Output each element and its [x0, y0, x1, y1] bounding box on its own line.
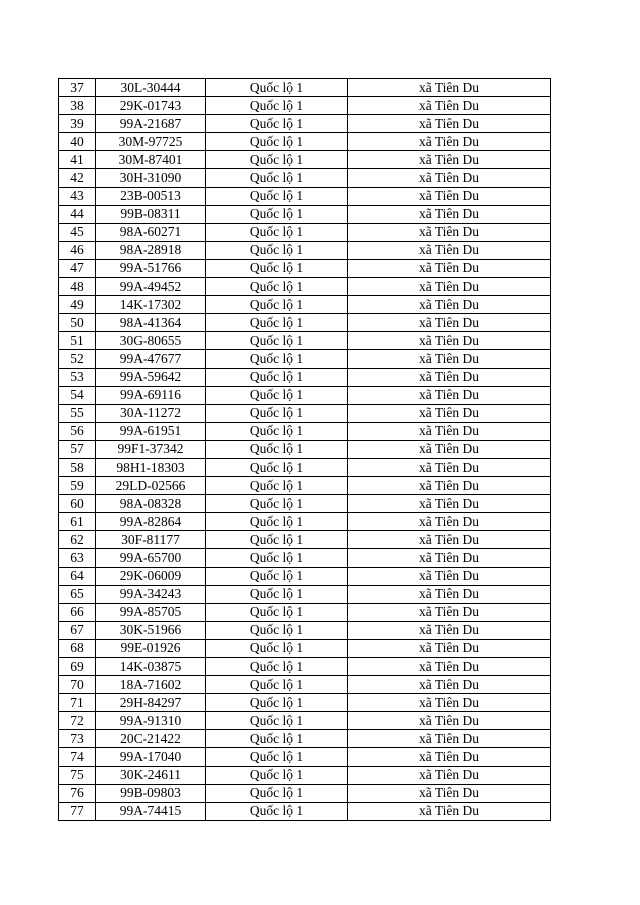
table-row	[59, 567, 551, 585]
table-row	[59, 495, 551, 513]
table-row	[59, 603, 551, 621]
table-row	[59, 205, 551, 223]
license-plate-cell: 99A-47677	[96, 350, 206, 368]
row-number-cell: 71	[59, 694, 96, 712]
license-plate-cell: 99A-17040	[96, 748, 206, 766]
table-row	[59, 332, 551, 350]
location-cell: xã Tiên Du	[348, 477, 551, 495]
road-cell: Quốc lộ 1	[206, 784, 348, 802]
row-number-cell: 75	[59, 766, 96, 784]
table-row	[59, 151, 551, 169]
road-cell: Quốc lộ 1	[206, 748, 348, 766]
road-cell: Quốc lộ 1	[206, 603, 348, 621]
location-cell: xã Tiên Du	[348, 169, 551, 187]
location-cell: xã Tiên Du	[348, 79, 551, 97]
location-cell: xã Tiên Du	[348, 314, 551, 332]
road-cell: Quốc lộ 1	[206, 79, 348, 97]
table-row	[59, 241, 551, 259]
row-number-cell: 54	[59, 386, 96, 404]
row-number-cell: 39	[59, 115, 96, 133]
license-plate-cell: 14K-17302	[96, 296, 206, 314]
road-cell: Quốc lộ 1	[206, 549, 348, 567]
location-cell: xã Tiên Du	[348, 712, 551, 730]
table-row	[59, 694, 551, 712]
road-cell: Quốc lộ 1	[206, 169, 348, 187]
road-cell: Quốc lộ 1	[206, 350, 348, 368]
table-body	[59, 79, 551, 821]
table-row	[59, 133, 551, 151]
row-number-cell: 56	[59, 422, 96, 440]
road-cell: Quốc lộ 1	[206, 296, 348, 314]
row-number-cell: 52	[59, 350, 96, 368]
row-number-cell: 50	[59, 314, 96, 332]
row-number-cell: 77	[59, 802, 96, 820]
table-row	[59, 386, 551, 404]
location-cell: xã Tiên Du	[348, 151, 551, 169]
location-cell: xã Tiên Du	[348, 567, 551, 585]
location-cell: xã Tiên Du	[348, 115, 551, 133]
row-number-cell: 73	[59, 730, 96, 748]
road-cell: Quốc lộ 1	[206, 513, 348, 531]
table-row	[59, 712, 551, 730]
road-cell: Quốc lộ 1	[206, 115, 348, 133]
location-cell: xã Tiên Du	[348, 603, 551, 621]
location-cell: xã Tiên Du	[348, 133, 551, 151]
row-number-cell: 48	[59, 278, 96, 296]
table-row	[59, 404, 551, 422]
license-plate-cell: 30H-31090	[96, 169, 206, 187]
table-row	[59, 531, 551, 549]
location-cell: xã Tiên Du	[348, 639, 551, 657]
row-number-cell: 55	[59, 404, 96, 422]
row-number-cell: 74	[59, 748, 96, 766]
table-row	[59, 676, 551, 694]
license-plate-cell: 98A-08328	[96, 495, 206, 513]
location-cell: xã Tiên Du	[348, 458, 551, 476]
table-row	[59, 802, 551, 820]
location-cell: xã Tiên Du	[348, 621, 551, 639]
location-cell: xã Tiên Du	[348, 658, 551, 676]
row-number-cell: 64	[59, 567, 96, 585]
table-row	[59, 259, 551, 277]
row-number-cell: 45	[59, 223, 96, 241]
license-plate-cell: 30M-97725	[96, 133, 206, 151]
road-cell: Quốc lộ 1	[206, 585, 348, 603]
location-cell: xã Tiên Du	[348, 350, 551, 368]
row-number-cell: 69	[59, 658, 96, 676]
road-cell: Quốc lộ 1	[206, 241, 348, 259]
location-cell: xã Tiên Du	[348, 531, 551, 549]
road-cell: Quốc lộ 1	[206, 802, 348, 820]
location-cell: xã Tiên Du	[348, 495, 551, 513]
row-number-cell: 60	[59, 495, 96, 513]
row-number-cell: 63	[59, 549, 96, 567]
location-cell: xã Tiên Du	[348, 223, 551, 241]
license-plate-cell: 29LD-02566	[96, 477, 206, 495]
row-number-cell: 72	[59, 712, 96, 730]
location-cell: xã Tiên Du	[348, 97, 551, 115]
license-plate-cell: 99A-59642	[96, 368, 206, 386]
row-number-cell: 57	[59, 440, 96, 458]
location-cell: xã Tiên Du	[348, 802, 551, 820]
location-cell: xã Tiên Du	[348, 259, 551, 277]
table-row	[59, 314, 551, 332]
road-cell: Quốc lộ 1	[206, 133, 348, 151]
location-cell: xã Tiên Du	[348, 332, 551, 350]
table-row	[59, 585, 551, 603]
row-number-cell: 43	[59, 187, 96, 205]
license-plate-cell: 98A-60271	[96, 223, 206, 241]
road-cell: Quốc lộ 1	[206, 477, 348, 495]
road-cell: Quốc lộ 1	[206, 386, 348, 404]
license-plate-cell: 30M-87401	[96, 151, 206, 169]
location-cell: xã Tiên Du	[348, 278, 551, 296]
row-number-cell: 51	[59, 332, 96, 350]
road-cell: Quốc lộ 1	[206, 187, 348, 205]
road-cell: Quốc lộ 1	[206, 658, 348, 676]
road-cell: Quốc lộ 1	[206, 332, 348, 350]
row-number-cell: 47	[59, 259, 96, 277]
license-plate-cell: 30F-81177	[96, 531, 206, 549]
location-cell: xã Tiên Du	[348, 404, 551, 422]
row-number-cell: 66	[59, 603, 96, 621]
row-number-cell: 67	[59, 621, 96, 639]
license-plate-cell: 20C-21422	[96, 730, 206, 748]
table-row	[59, 115, 551, 133]
row-number-cell: 65	[59, 585, 96, 603]
table-row	[59, 79, 551, 97]
license-plate-cell: 30K-51966	[96, 621, 206, 639]
road-cell: Quốc lộ 1	[206, 458, 348, 476]
license-plate-cell: 99A-34243	[96, 585, 206, 603]
road-cell: Quốc lộ 1	[206, 531, 348, 549]
license-plate-cell: 99A-85705	[96, 603, 206, 621]
table-row	[59, 748, 551, 766]
location-cell: xã Tiên Du	[348, 513, 551, 531]
row-number-cell: 44	[59, 205, 96, 223]
license-plate-cell: 98A-28918	[96, 241, 206, 259]
table-row	[59, 187, 551, 205]
road-cell: Quốc lộ 1	[206, 639, 348, 657]
license-plate-cell: 99A-82864	[96, 513, 206, 531]
row-number-cell: 42	[59, 169, 96, 187]
road-cell: Quốc lộ 1	[206, 766, 348, 784]
table-row	[59, 477, 551, 495]
road-cell: Quốc lộ 1	[206, 495, 348, 513]
license-plate-cell: 30G-80655	[96, 332, 206, 350]
location-cell: xã Tiên Du	[348, 205, 551, 223]
row-number-cell: 58	[59, 458, 96, 476]
row-number-cell: 70	[59, 676, 96, 694]
row-number-cell: 40	[59, 133, 96, 151]
row-number-cell: 68	[59, 639, 96, 657]
table-row	[59, 368, 551, 386]
location-cell: xã Tiên Du	[348, 694, 551, 712]
table-row	[59, 458, 551, 476]
road-cell: Quốc lộ 1	[206, 440, 348, 458]
road-cell: Quốc lộ 1	[206, 368, 348, 386]
road-cell: Quốc lộ 1	[206, 259, 348, 277]
location-cell: xã Tiên Du	[348, 766, 551, 784]
road-cell: Quốc lộ 1	[206, 712, 348, 730]
license-plate-cell: 18A-71602	[96, 676, 206, 694]
table-row	[59, 97, 551, 115]
location-cell: xã Tiên Du	[348, 676, 551, 694]
license-plate-cell: 99A-65700	[96, 549, 206, 567]
license-plate-cell: 29H-84297	[96, 694, 206, 712]
license-plate-cell: 30K-24611	[96, 766, 206, 784]
location-cell: xã Tiên Du	[348, 440, 551, 458]
location-cell: xã Tiên Du	[348, 748, 551, 766]
row-number-cell: 76	[59, 784, 96, 802]
license-plate-cell: 99B-09803	[96, 784, 206, 802]
location-cell: xã Tiên Du	[348, 386, 551, 404]
location-cell: xã Tiên Du	[348, 187, 551, 205]
road-cell: Quốc lộ 1	[206, 404, 348, 422]
road-cell: Quốc lộ 1	[206, 567, 348, 585]
row-number-cell: 61	[59, 513, 96, 531]
road-cell: Quốc lộ 1	[206, 205, 348, 223]
license-plate-cell: 99A-69116	[96, 386, 206, 404]
table-row	[59, 296, 551, 314]
road-cell: Quốc lộ 1	[206, 151, 348, 169]
row-number-cell: 59	[59, 477, 96, 495]
license-plate-cell: 29K-06009	[96, 567, 206, 585]
table-row	[59, 350, 551, 368]
table-row	[59, 784, 551, 802]
license-plate-cell: 99B-08311	[96, 205, 206, 223]
table-row	[59, 278, 551, 296]
license-plate-cell: 23B-00513	[96, 187, 206, 205]
table-row	[59, 730, 551, 748]
license-plate-cell: 98H1-18303	[96, 458, 206, 476]
table-row	[59, 169, 551, 187]
table-row	[59, 440, 551, 458]
table-row	[59, 223, 551, 241]
location-cell: xã Tiên Du	[348, 585, 551, 603]
road-cell: Quốc lộ 1	[206, 223, 348, 241]
road-cell: Quốc lộ 1	[206, 97, 348, 115]
row-number-cell: 37	[59, 79, 96, 97]
license-plate-cell: 99A-61951	[96, 422, 206, 440]
row-number-cell: 53	[59, 368, 96, 386]
table-row	[59, 422, 551, 440]
row-number-cell: 49	[59, 296, 96, 314]
road-cell: Quốc lộ 1	[206, 694, 348, 712]
location-cell: xã Tiên Du	[348, 730, 551, 748]
row-number-cell: 38	[59, 97, 96, 115]
row-number-cell: 41	[59, 151, 96, 169]
license-plate-cell: 14K-03875	[96, 658, 206, 676]
location-cell: xã Tiên Du	[348, 422, 551, 440]
table-row	[59, 639, 551, 657]
road-cell: Quốc lộ 1	[206, 730, 348, 748]
violations-table	[58, 78, 551, 821]
table-row	[59, 766, 551, 784]
license-plate-cell: 99F1-37342	[96, 440, 206, 458]
location-cell: xã Tiên Du	[348, 368, 551, 386]
license-plate-cell: 99A-91310	[96, 712, 206, 730]
table-row	[59, 513, 551, 531]
license-plate-cell: 99A-74415	[96, 802, 206, 820]
license-plate-cell: 99E-01926	[96, 639, 206, 657]
license-plate-cell: 99A-51766	[96, 259, 206, 277]
license-plate-cell: 99A-21687	[96, 115, 206, 133]
road-cell: Quốc lộ 1	[206, 621, 348, 639]
location-cell: xã Tiên Du	[348, 241, 551, 259]
license-plate-cell: 99A-49452	[96, 278, 206, 296]
row-number-cell: 62	[59, 531, 96, 549]
license-plate-cell: 30L-30444	[96, 79, 206, 97]
road-cell: Quốc lộ 1	[206, 422, 348, 440]
license-plate-cell: 29K-01743	[96, 97, 206, 115]
location-cell: xã Tiên Du	[348, 784, 551, 802]
road-cell: Quốc lộ 1	[206, 278, 348, 296]
location-cell: xã Tiên Du	[348, 549, 551, 567]
table-row	[59, 549, 551, 567]
location-cell: xã Tiên Du	[348, 296, 551, 314]
license-plate-cell: 30A-11272	[96, 404, 206, 422]
road-cell: Quốc lộ 1	[206, 676, 348, 694]
road-cell: Quốc lộ 1	[206, 314, 348, 332]
row-number-cell: 46	[59, 241, 96, 259]
table-row	[59, 658, 551, 676]
table-row	[59, 621, 551, 639]
license-plate-cell: 98A-41364	[96, 314, 206, 332]
